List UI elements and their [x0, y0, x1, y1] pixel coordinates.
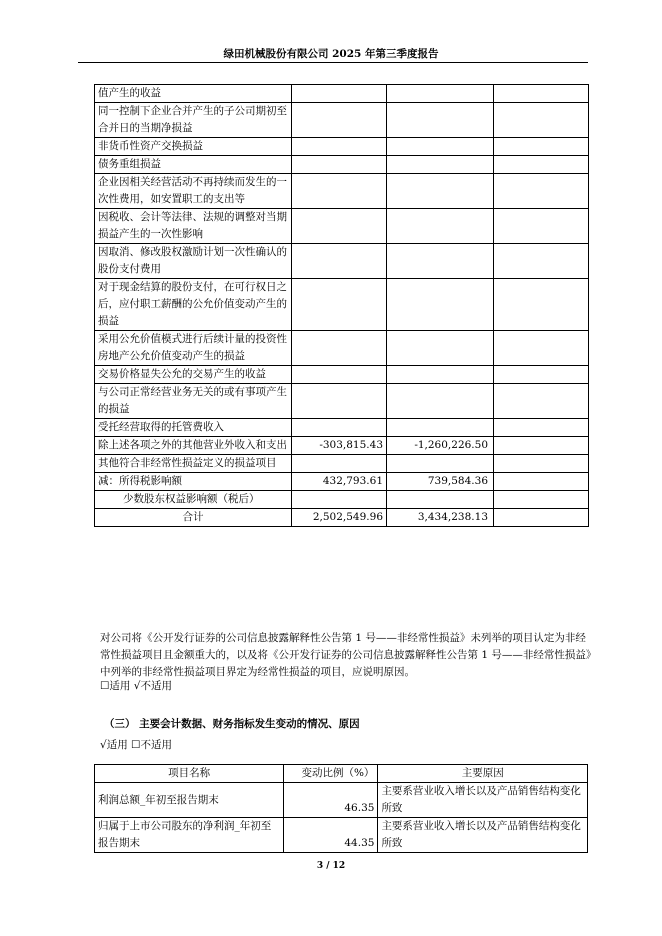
table-row [95, 138, 589, 156]
item-label-cell: 少数股东权益影响额（税后） [95, 491, 292, 509]
table-row [95, 473, 589, 491]
item-label-cell: 企业因相关经营活动不再持续而发生的一次性费用，如安置职工的支出等 [95, 174, 292, 209]
value-current-cell [292, 491, 387, 509]
table-row [95, 384, 589, 419]
header-main-reason: 主要原因 [378, 765, 588, 783]
item-label-cell: 值产生的收益 [95, 85, 292, 103]
value-ytd-cell [387, 366, 494, 384]
applicability-options-2: √适用 ☐不适用 [100, 739, 172, 751]
table-row [95, 419, 589, 437]
page-number: 3 / 12 [316, 861, 346, 871]
table-row [95, 509, 589, 527]
item-label-cell: 交易价格显失公允的交易产生的收益 [95, 366, 292, 384]
value-current-cell [292, 174, 387, 209]
header-divider [78, 62, 588, 63]
value-ytd-cell [387, 156, 494, 174]
change-ratio-cell: 46.35 [284, 783, 378, 818]
table-row [95, 244, 589, 279]
main-reason-cell: 主要系营业收入增长以及产品销售结构变化所致 [378, 783, 588, 818]
main-reason-cell: 主要系营业收入增长以及产品销售结构变化所致 [378, 818, 588, 853]
header-change-ratio: 变动比例（%） [284, 765, 378, 783]
note-cell [494, 279, 589, 331]
change-ratio-cell: 44.35 [284, 818, 378, 853]
value-ytd-cell [387, 244, 494, 279]
item-label-cell: 同一控制下企业合并产生的子公司期初至合并日的当期净损益 [95, 103, 292, 138]
value-current-cell [292, 209, 387, 244]
table-row [95, 366, 589, 384]
table-row [95, 331, 589, 366]
note-cell [494, 473, 589, 491]
table-row [95, 818, 588, 853]
value-ytd-cell [387, 455, 494, 473]
table-header-row [95, 765, 588, 783]
value-ytd-cell [387, 85, 494, 103]
value-ytd-cell [387, 491, 494, 509]
note-cell [494, 437, 589, 455]
value-current-cell [292, 331, 387, 366]
item-label-cell: 与公司正常经营业务无关的或有事项产生的损益 [95, 384, 292, 419]
table-row [95, 437, 589, 455]
item-label-cell: 债务重组损益 [95, 156, 292, 174]
value-current-cell: 2,502,549.96 [292, 509, 387, 527]
note-cell [494, 156, 589, 174]
item-label-cell: 其他符合非经常性损益定义的损益项目 [95, 455, 292, 473]
note-cell [494, 174, 589, 209]
note-cell [494, 455, 589, 473]
item-label-cell: 非货币性资产交换损益 [95, 138, 292, 156]
value-current-cell [292, 244, 387, 279]
table-row [95, 85, 589, 103]
value-current-cell: -303,815.43 [292, 437, 387, 455]
value-current-cell [292, 103, 387, 138]
non-recurring-gains-table [94, 84, 589, 527]
item-label-cell: 减：所得税影响额 [95, 473, 292, 491]
table-row [95, 174, 589, 209]
item-label-cell: 受托经营取得的托管费收入 [95, 419, 292, 437]
value-ytd-cell: 3,434,238.13 [387, 509, 494, 527]
table-row [95, 156, 589, 174]
note-cell [494, 366, 589, 384]
table-row [95, 209, 589, 244]
value-current-cell [292, 156, 387, 174]
change-analysis-table [94, 764, 588, 853]
table-row [95, 491, 589, 509]
value-ytd-cell [387, 279, 494, 331]
table-row [95, 103, 589, 138]
item-label-cell: 对于现金结算的股份支付，在可行权日之后，应付职工薪酬的公允价值变动产生的损益 [95, 279, 292, 331]
value-ytd-cell [387, 419, 494, 437]
item-label-cell: 因取消、修改股权激励计划一次性确认的股份支付费用 [95, 244, 292, 279]
note-cell [494, 331, 589, 366]
item-name-cell: 归属于上市公司股东的净利润_年初至报告期末 [95, 818, 284, 853]
note-cell [494, 244, 589, 279]
note-cell [494, 491, 589, 509]
value-current-cell [292, 138, 387, 156]
table-row [95, 783, 588, 818]
table-row [95, 279, 589, 331]
item-label-cell: 采用公允价值模式进行后续计量的投资性房地产公允价值变动产生的损益 [95, 331, 292, 366]
note-cell [494, 103, 589, 138]
note-cell [494, 209, 589, 244]
value-ytd-cell [387, 384, 494, 419]
note-cell [494, 509, 589, 527]
explanation-paragraph: 对公司将《公开发行证券的公司信息披露解释性公告第 1 号——非经常性损益》未列举的项目认定为非经常性损益项目且金额重大的，以及将《公开发行证券的公司信息披露解释性公告第 1 号——非经常性损益》中列举的非经常性损益项目界定为经常性损益的项目，应说明原因。 [100, 632, 592, 678]
item-label-cell: 合计 [95, 509, 292, 527]
applicability-options-1: ☐适用 √不适用 [100, 680, 172, 692]
section-3-title: （三） 主要会计数据、财务指标发生变动的情况、原因 [104, 718, 360, 730]
note-cell [494, 384, 589, 419]
document-header-title: 绿田机械股份有限公司 2025 年第三季度报告 [223, 48, 439, 60]
value-current-cell [292, 366, 387, 384]
value-ytd-cell [387, 138, 494, 156]
value-current-cell [292, 279, 387, 331]
note-cell [494, 138, 589, 156]
item-label-cell: 因税收、会计等法律、法规的调整对当期损益产生的一次性影响 [95, 209, 292, 244]
item-name-cell: 利润总额_年初至报告期末 [95, 783, 284, 818]
value-current-cell: 432,793.61 [292, 473, 387, 491]
value-ytd-cell: -1,260,226.50 [387, 437, 494, 455]
value-ytd-cell [387, 103, 494, 138]
value-current-cell [292, 455, 387, 473]
value-ytd-cell [387, 331, 494, 366]
value-current-cell [292, 419, 387, 437]
value-ytd-cell [387, 174, 494, 209]
value-ytd-cell [387, 209, 494, 244]
note-cell [494, 85, 589, 103]
header-item-name: 项目名称 [95, 765, 284, 783]
note-cell [494, 419, 589, 437]
table-row [95, 455, 589, 473]
value-current-cell [292, 384, 387, 419]
item-label-cell: 除上述各项之外的其他营业外收入和支出 [95, 437, 292, 455]
value-ytd-cell: 739,584.36 [387, 473, 494, 491]
value-current-cell [292, 85, 387, 103]
